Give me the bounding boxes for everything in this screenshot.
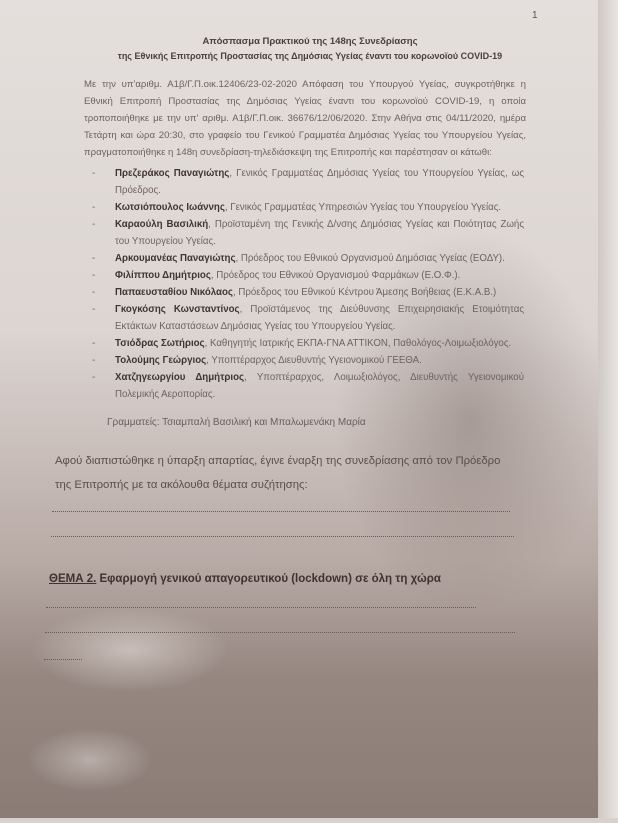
member-text [115,284,524,301]
redacted-dotted-line [45,632,515,633]
member-role: , Γενικός Γραμματέας Δημόσιας Υγείας του Υπουργείου Υγείας, ως Πρόεδρος. [115,168,525,196]
bullet-dash: - [92,287,96,298]
document-body [0,34,598,660]
member-name: Κωτσιόπουλος Ιωάννης [115,202,225,213]
member-role: , Πρόεδρος του Εθνικού Οργανισμού Δημόσιας Υγείας (ΕΟΔΥ). [235,253,505,264]
bullet-dash: - [92,355,96,366]
member-name: Παπαευσταθίου Νικόλαος [115,287,233,298]
page-edge [598,0,618,823]
member-item [92,284,524,301]
theme-label: ΘΕΜΑ 2. [49,573,97,585]
bullet-dash: - [92,168,96,179]
member-text [115,165,524,199]
member-name: Καραούλη Βασιλική [115,219,209,230]
bullet-dash: - [92,219,96,230]
member-item [92,199,524,216]
redacted-dotted-line [51,536,514,537]
member-name: Γκογκόσης Κωνσταντίνος [115,304,240,315]
member-role: , Πρόεδρος του Εθνικού Οργανισμού Φαρμάκων (Ε.Ο.Φ.). [210,270,461,281]
member-role: , Υποπτέραρχος Διευθυντής Υγειονομικού ΓΕΕΘΑ. [206,355,422,366]
secretaries: Γραμματείς: Τσιαμπαλή Βασιλική και Μπαλωμενάκη Μαρία [107,417,366,428]
document-title: Απόσπασμα Πρακτικού της 148ης Συνεδρίασης [202,36,418,47]
bullet-dash: - [92,202,96,213]
quorum-line-2: της Επιτροπής με τα ακόλουθα θέματα συζήτησης: [55,479,308,491]
member-role: , Καθηγητής Ιατρικής ΕΚΠΑ-ΓΝΑ ΑΤΤΙΚΟΝ, Παθολόγος-Λοιμωξιολόγος. [204,338,512,349]
bullet-dash: - [92,253,96,264]
bullet-dash: - [92,270,96,281]
member-name: Αρκουμανέας Παναγιώτης [115,253,236,264]
member-role: , Προϊσταμένη της Γενικής Δ/νσης Δημόσιας Υγείας και Ποιότητας Ζωής του Υπουργείου Υγείας. [115,219,524,247]
member-text [115,250,524,267]
member-text [115,216,524,250]
member-item [92,216,524,250]
member-item [92,369,524,403]
member-item [92,301,524,335]
document-subtitle: της Εθνικής Επιτροπής Προστασίας της Δημόσιας Υγείας έναντι του κορωνοϊού COVID-19 [117,51,503,61]
theme-heading [49,571,598,587]
member-item [92,352,524,369]
member-item [92,267,524,284]
member-name: Τσιόδρας Σωτήριος [115,338,205,349]
redacted-dotted-line [44,659,82,660]
bullet-dash: - [92,304,96,315]
member-role: , Γενικός Γραμματέας Υπηρεσιών Υγείας του Υπουργείου Υγείας. [224,202,502,213]
redacted-dotted-line [52,511,510,512]
theme-title: Εφαρμογή γενικού απαγορευτικού (lockdown) σε όλη τη χώρα [96,573,441,585]
member-role: , Υποπτέραρχος, Λοιμωξιολόγος, Διευθυντής Υγειονομικού Πολεμικής Αεροπορίας. [115,372,524,400]
member-text [115,301,524,335]
member-name: Τολούμης Γεώργιος [115,355,207,366]
page-number: 1 [532,10,538,21]
members-list [92,165,524,403]
member-text [115,267,524,284]
bullet-dash: - [92,372,96,383]
member-item [92,335,524,352]
member-text [115,335,524,352]
redacted-dotted-line [46,607,476,608]
quorum-line-1: Αφού διαπιστώθηκε η ύπαρξη απαρτίας, έγινε έναρξη της συνεδρίασης από τον Πρόεδρο [55,455,501,467]
bullet-dash: - [92,338,96,349]
page-bottom-edge [0,818,618,823]
member-item [92,250,524,267]
member-text [115,352,524,369]
member-role: , Πρόεδρος του Εθνικού Κέντρου Άμεσης Βοήθειας (Ε.Κ.Α.Β.) [232,287,497,298]
member-name: Φιλίππου Δημήτριος [115,270,211,281]
member-role: , Προϊστάμενος της Διεύθυνσης Επιχειρησιακής Ετοιμότητας Εκτάκτων Καταστάσεων Δημόσιας Υγείας του Υπουργείου Υγείας. [115,304,524,332]
member-text [115,369,524,403]
intro-paragraph: Με την υπ'αριθμ. Α1β/Γ.Π.οικ.12406/23-02-2020 Απόφαση του Υπουργού Υγείας, συγκροτήθηκε η Εθνική Επιτροπή Προστασίας της Δημόσιας Υγείας έναντι του κορωνοϊού COVID-19, η οποία τροποποιήθηκε με την υπ' αριθμ. Α1β/Γ.Π.οικ. 36676/12/06/2020. Στην Αθήνα στις 04/11/2020, ημέρα Τετάρτη και ώρα 20:30, στο γραφείο του Γενικού Γραμματέα Δημόσιας Υγείας του Υπουργείου Υγείας, πραγματοποιήθηκε η 148η συνεδρίαση-τηλεδιάσκεψη της Επιτροπής και παρέστησαν οι κάτωθι: [84,79,526,158]
member-item [92,165,524,199]
member-name: Πρεζεράκος Παναγιώτης [115,168,230,179]
member-name: Χατζηγεωργίου Δημήτριος [115,372,245,383]
member-text [115,199,524,216]
